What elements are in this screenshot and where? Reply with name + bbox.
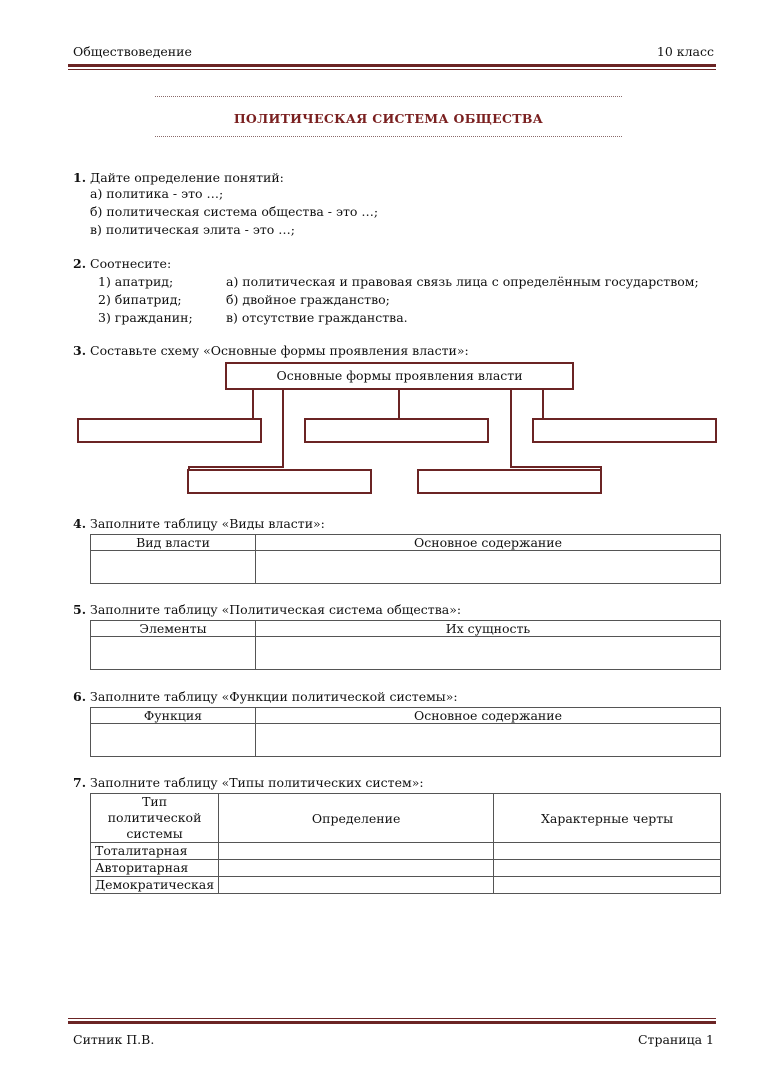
footer-rule-thin — [68, 1018, 716, 1019]
q1-item: б) политическая система общества - это …; — [90, 204, 379, 219]
q1-heading — [73, 170, 284, 186]
connector-line — [282, 390, 284, 468]
q2-right-item: а) политическая и правовая связь лица с определённым государством; — [226, 274, 699, 289]
table-cell[interactable] — [91, 551, 256, 584]
q2-heading — [73, 256, 171, 272]
q7-row-label: Демократическая — [91, 877, 219, 894]
q4-col-header: Основное содержание — [256, 535, 721, 551]
table-cell[interactable] — [219, 860, 494, 877]
q7-table — [90, 793, 721, 894]
table-cell[interactable] — [91, 637, 256, 670]
q6-table — [90, 707, 721, 757]
q6-heading — [73, 689, 458, 705]
footer-rule-thick — [68, 1021, 716, 1024]
table-cell[interactable] — [219, 843, 494, 860]
footer-page-number: Страница 1 — [637, 1032, 714, 1047]
q6-col-header: Основное содержание — [256, 708, 721, 724]
q2-left-item: 3) гражданин; — [98, 310, 193, 325]
q5-number: 5. — [73, 602, 87, 617]
q2-left-item: 2) бипатрид; — [98, 292, 182, 307]
diagram-empty-box[interactable] — [532, 418, 717, 443]
table-cell[interactable] — [256, 724, 721, 757]
q4-table — [90, 534, 721, 584]
connector-line — [398, 390, 400, 419]
table-cell[interactable] — [219, 877, 494, 894]
q5-table — [90, 620, 721, 670]
diagram-empty-box[interactable] — [187, 469, 372, 494]
q4-heading — [73, 516, 325, 532]
table-cell[interactable] — [256, 551, 721, 584]
q2-text: Соотнесите: — [90, 256, 172, 271]
q5-col-header: Элементы — [91, 621, 256, 637]
footer-author: Ситник П.В. — [73, 1032, 155, 1047]
q7-col-header: Тип политической системы — [91, 794, 219, 843]
q1-number: 1. — [73, 170, 87, 185]
q3-number: 3. — [73, 343, 87, 358]
diagram-empty-box[interactable] — [304, 418, 489, 443]
q7-col-header: Характерные черты — [494, 794, 721, 843]
diagram-empty-box[interactable] — [77, 418, 262, 443]
table-cell[interactable] — [256, 637, 721, 670]
q5-col-header: Их сущность — [256, 621, 721, 637]
q7-col-header: Определение — [219, 794, 494, 843]
q1-item: а) политика - это …; — [90, 186, 224, 201]
connector-line — [510, 390, 512, 468]
q2-right-item: в) отсутствие гражданства. — [226, 310, 408, 325]
q3-heading — [73, 343, 469, 359]
q1-item: в) политическая элита - это …; — [90, 222, 295, 237]
q1-text: Дайте определение понятий: — [90, 170, 284, 185]
table-cell[interactable] — [494, 843, 721, 860]
q4-col-header: Вид власти — [91, 535, 256, 551]
connector-line — [252, 390, 254, 419]
q7-row-label: Тоталитарная — [91, 843, 219, 860]
q3-text: Составьте схему «Основные формы проявления власти»: — [90, 343, 469, 358]
diagram-empty-box[interactable] — [417, 469, 602, 494]
connector-line — [188, 466, 284, 468]
q5-text: Заполните таблицу «Политическая система общества»: — [90, 602, 462, 617]
diagram-root-label: Основные формы проявления власти — [276, 368, 523, 383]
q6-number: 6. — [73, 689, 87, 704]
q7-number: 7. — [73, 775, 87, 790]
header-rule-thin — [68, 69, 716, 70]
table-cell[interactable] — [494, 877, 721, 894]
q7-text: Заполните таблицу «Типы политических систем»: — [90, 775, 424, 790]
connector-line — [510, 466, 602, 468]
q2-left-item: 1) апатрид; — [98, 274, 174, 289]
table-cell[interactable] — [91, 724, 256, 757]
q5-heading — [73, 602, 461, 618]
header-grade: 10 класс — [656, 44, 714, 59]
header-subject: Обществоведение — [73, 44, 192, 59]
header-rule-thick — [68, 64, 716, 67]
q4-text: Заполните таблицу «Виды власти»: — [90, 516, 325, 531]
diagram-root-box — [225, 362, 574, 390]
q2-right-item: б) двойное гражданство; — [226, 292, 390, 307]
q4-number: 4. — [73, 516, 87, 531]
page-title: ПОЛИТИЧЕСКАЯ СИСТЕМА ОБЩЕСТВА — [233, 111, 544, 126]
title-rule-bottom — [155, 136, 622, 137]
connector-line — [542, 390, 544, 419]
q7-row-label: Авторитарная — [91, 860, 219, 877]
q6-col-header: Функция — [91, 708, 256, 724]
q7-heading — [73, 775, 424, 791]
q2-number: 2. — [73, 256, 87, 271]
title-rule-top — [155, 96, 622, 97]
table-cell[interactable] — [494, 860, 721, 877]
q6-text: Заполните таблицу «Функции политической системы»: — [90, 689, 458, 704]
